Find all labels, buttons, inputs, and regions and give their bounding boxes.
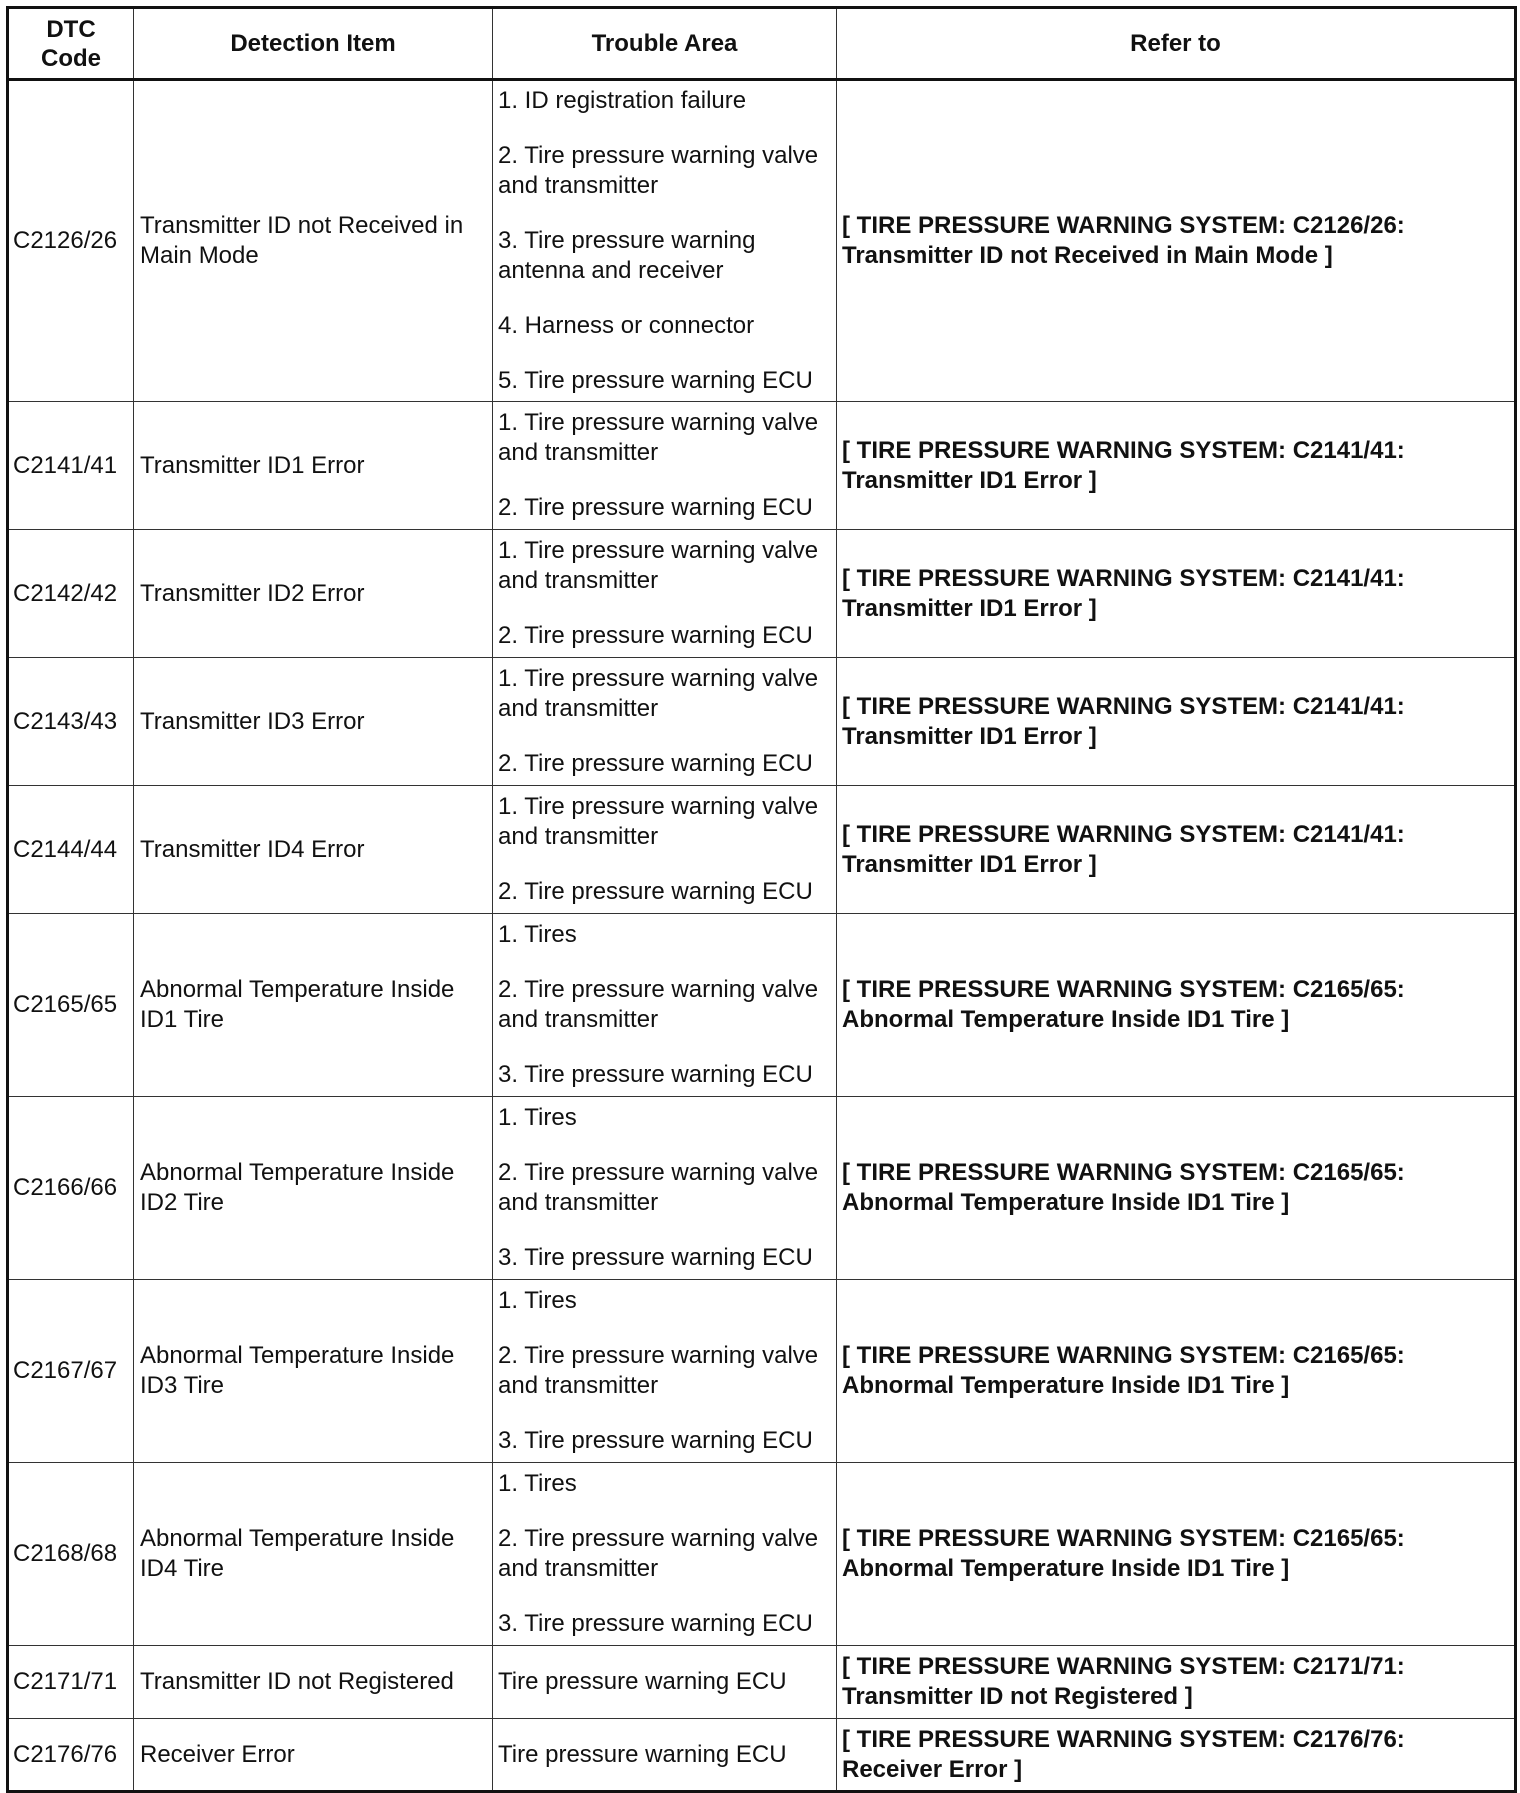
- dtc-code-cell: C2141/41: [8, 402, 134, 530]
- detection-item-cell: Transmitter ID3 Error: [134, 658, 493, 786]
- trouble-area-item: 1. Tires: [498, 1470, 577, 1497]
- table-row: [8, 914, 1516, 1097]
- table-row: [8, 80, 1516, 402]
- trouble-area-item: 1. Tires: [498, 1287, 577, 1314]
- trouble-area-cell: [493, 1646, 837, 1719]
- refer-to-cell: [ TIRE PRESSURE WARNING SYSTEM: C2176/76: Receiver Error ]: [837, 1719, 1516, 1792]
- column-header-detection-item: Detection Item: [134, 8, 493, 80]
- table-row: [8, 1463, 1516, 1646]
- refer-to-cell: [ TIRE PRESSURE WARNING SYSTEM: C2165/65: Abnormal Temperature Inside ID1 Tire ]: [837, 1097, 1516, 1280]
- trouble-area-item: 1. Tire pressure warning valve and transmitter: [498, 537, 819, 594]
- dtc-code-cell: C2165/65: [8, 914, 134, 1097]
- trouble-area-item: 3. Tire pressure warning ECU: [498, 1061, 813, 1088]
- trouble-area-item: 2. Tire pressure warning valve and transmitter: [498, 1525, 819, 1582]
- refer-to-cell: [ TIRE PRESSURE WARNING SYSTEM: C2165/65: Abnormal Temperature Inside ID1 Tire ]: [837, 1280, 1516, 1463]
- trouble-area-item: 2. Tire pressure warning ECU: [498, 750, 813, 777]
- trouble-area-cell: [493, 658, 837, 786]
- table-row: [8, 786, 1516, 914]
- dtc-code-cell: C2171/71: [8, 1646, 134, 1719]
- table-row: [8, 1646, 1516, 1719]
- trouble-area-item: 2. Tire pressure warning ECU: [498, 878, 813, 905]
- trouble-area-cell: [493, 1463, 837, 1646]
- detection-item-cell: Abnormal Temperature Inside ID1 Tire: [134, 914, 493, 1097]
- trouble-area-item: 4. Harness or connector: [498, 312, 755, 339]
- dtc-code-cell: C2168/68: [8, 1463, 134, 1646]
- trouble-area-item: 1. Tires: [498, 1104, 577, 1131]
- dtc-code-cell: C2167/67: [8, 1280, 134, 1463]
- trouble-area-cell: [493, 530, 837, 658]
- detection-item-cell: Transmitter ID not Received in Main Mode: [134, 80, 493, 402]
- dtc-code-cell: C2142/42: [8, 530, 134, 658]
- trouble-area-item: 2. Tire pressure warning valve and transmitter: [498, 1159, 819, 1216]
- trouble-area-cell: [493, 402, 837, 530]
- trouble-area-item: 2. Tire pressure warning ECU: [498, 622, 813, 649]
- detection-item-cell: Transmitter ID2 Error: [134, 530, 493, 658]
- column-header-refer-to: Refer to: [837, 8, 1516, 80]
- table-row: [8, 1280, 1516, 1463]
- table-body: [8, 80, 1516, 1792]
- detection-item-cell: Receiver Error: [134, 1719, 493, 1792]
- header-code-line2: Code: [41, 44, 101, 72]
- trouble-area-item: 2. Tire pressure warning valve and transmitter: [498, 1342, 819, 1399]
- table-row: [8, 402, 1516, 530]
- trouble-area-item: 1. Tire pressure warning valve and transmitter: [498, 665, 819, 722]
- detection-item-cell: Transmitter ID not Registered: [134, 1646, 493, 1719]
- trouble-area-cell: [493, 914, 837, 1097]
- trouble-area-item: 1. Tire pressure warning valve and transmitter: [498, 409, 819, 466]
- detection-item-cell: Transmitter ID1 Error: [134, 402, 493, 530]
- trouble-area-item: 2. Tire pressure warning valve and transmitter: [498, 976, 819, 1033]
- trouble-area-item: 1. Tires: [498, 921, 577, 948]
- detection-item-cell: Abnormal Temperature Inside ID3 Tire: [134, 1280, 493, 1463]
- dtc-code-cell: C2144/44: [8, 786, 134, 914]
- detection-item-cell: Abnormal Temperature Inside ID2 Tire: [134, 1097, 493, 1280]
- table-row: [8, 530, 1516, 658]
- trouble-area-item: 3. Tire pressure warning ECU: [498, 1610, 813, 1637]
- trouble-area-item: 3. Tire pressure warning antenna and receiver: [498, 227, 756, 284]
- refer-to-cell: [ TIRE PRESSURE WARNING SYSTEM: C2141/41: Transmitter ID1 Error ]: [837, 530, 1516, 658]
- trouble-area-item: Tire pressure warning ECU: [498, 1740, 787, 1768]
- table-row: [8, 1097, 1516, 1280]
- column-header-dtc-code: [8, 8, 134, 80]
- refer-to-cell: [ TIRE PRESSURE WARNING SYSTEM: C2141/41: Transmitter ID1 Error ]: [837, 402, 1516, 530]
- dtc-code-cell: C2143/43: [8, 658, 134, 786]
- table-row: [8, 1719, 1516, 1792]
- trouble-area-cell: [493, 80, 837, 402]
- refer-to-cell: [ TIRE PRESSURE WARNING SYSTEM: C2141/41: Transmitter ID1 Error ]: [837, 658, 1516, 786]
- detection-item-cell: Abnormal Temperature Inside ID4 Tire: [134, 1463, 493, 1646]
- trouble-area-cell: [493, 1719, 837, 1792]
- trouble-area-item: 2. Tire pressure warning ECU: [498, 494, 813, 521]
- trouble-area-cell: [493, 1280, 837, 1463]
- dtc-code-cell: C2176/76: [8, 1719, 134, 1792]
- trouble-area-item: 5. Tire pressure warning ECU: [498, 367, 813, 394]
- trouble-area-item: 1. Tire pressure warning valve and transmitter: [498, 793, 819, 850]
- dtc-code-cell: C2166/66: [8, 1097, 134, 1280]
- trouble-area-cell: [493, 1097, 837, 1280]
- table-row: [8, 658, 1516, 786]
- trouble-area-item: 3. Tire pressure warning ECU: [498, 1427, 813, 1454]
- refer-to-cell: [ TIRE PRESSURE WARNING SYSTEM: C2165/65: Abnormal Temperature Inside ID1 Tire ]: [837, 1463, 1516, 1646]
- refer-to-cell: [ TIRE PRESSURE WARNING SYSTEM: C2141/41: Transmitter ID1 Error ]: [837, 786, 1516, 914]
- table-header: [8, 8, 1516, 80]
- trouble-area-item: Tire pressure warning ECU: [498, 1668, 787, 1695]
- refer-to-cell: [ TIRE PRESSURE WARNING SYSTEM: C2126/26: Transmitter ID not Received in Main Mode ]: [837, 80, 1516, 402]
- dtc-table: [6, 6, 1517, 1793]
- header-code-line1: DTC: [46, 15, 96, 43]
- dtc-code-cell: C2126/26: [8, 80, 134, 402]
- column-header-trouble-area: Trouble Area: [493, 8, 837, 80]
- trouble-area-cell: [493, 786, 837, 914]
- header-row: [8, 8, 1516, 80]
- trouble-area-item: 1. ID registration failure: [498, 87, 747, 114]
- refer-to-cell: [ TIRE PRESSURE WARNING SYSTEM: C2171/71: Transmitter ID not Registered ]: [837, 1646, 1516, 1719]
- trouble-area-item: 2. Tire pressure warning valve and transmitter: [498, 142, 819, 199]
- detection-item-cell: Transmitter ID4 Error: [134, 786, 493, 914]
- trouble-area-item: 3. Tire pressure warning ECU: [498, 1244, 813, 1271]
- refer-to-cell: [ TIRE PRESSURE WARNING SYSTEM: C2165/65: Abnormal Temperature Inside ID1 Tire ]: [837, 914, 1516, 1097]
